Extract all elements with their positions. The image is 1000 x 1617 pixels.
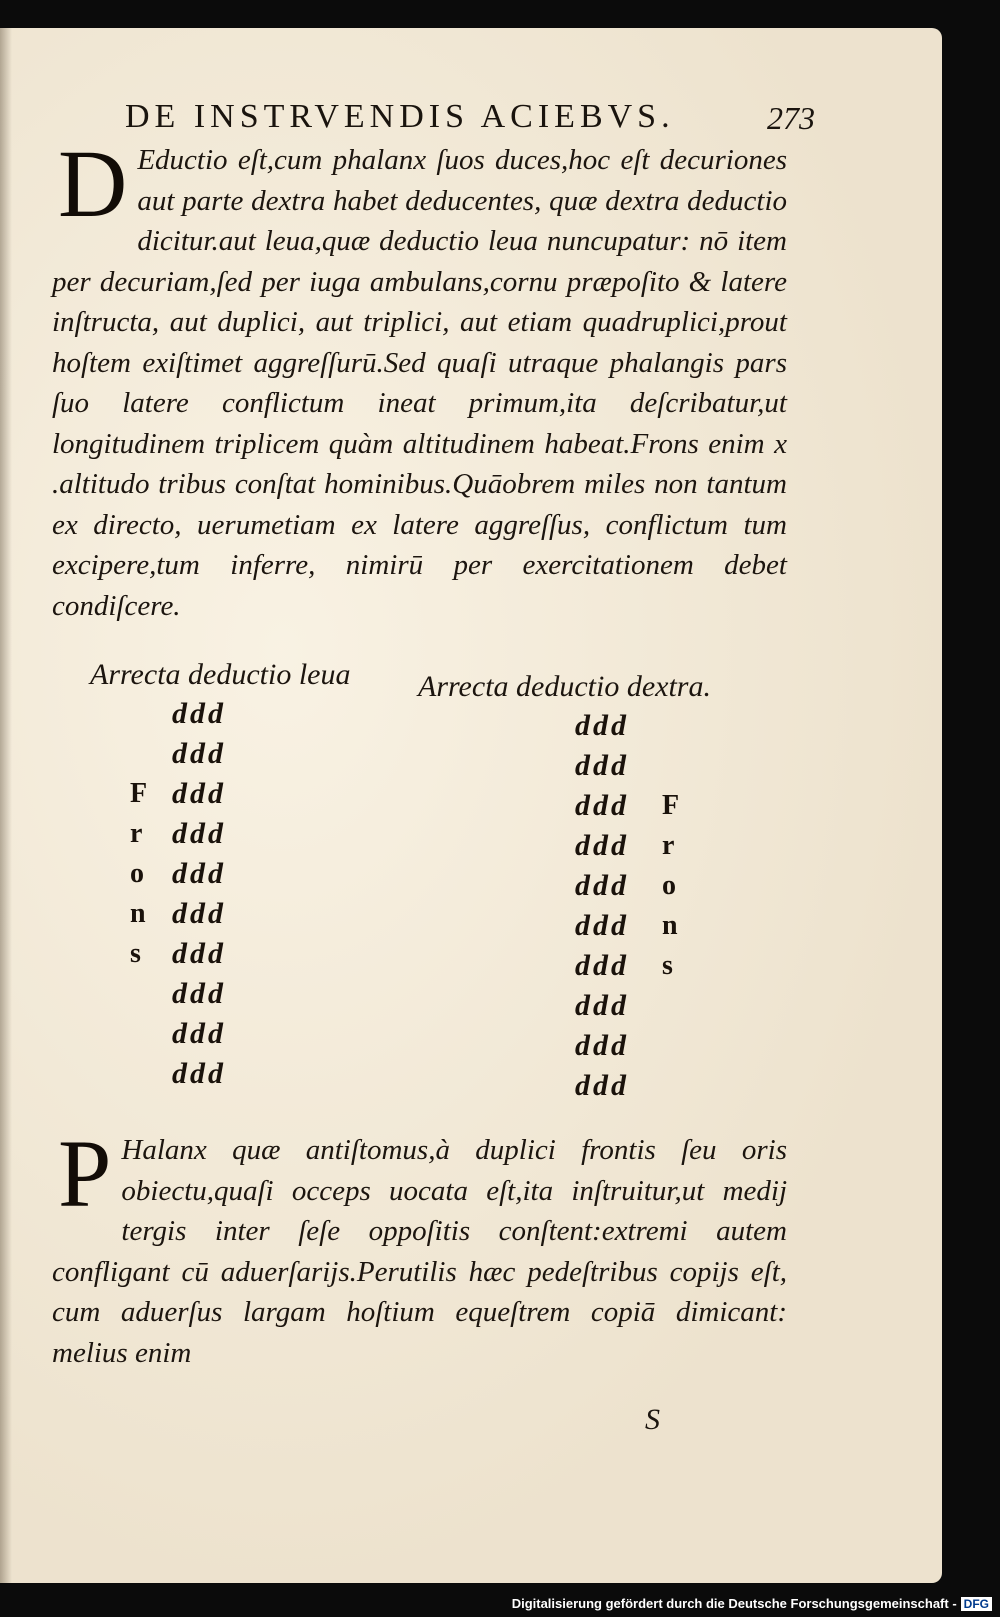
frons-label-left (130, 774, 147, 974)
running-title: DE INSTRVENDIS ACIEBVS. (125, 98, 675, 135)
formation-row: ddd (575, 989, 629, 1022)
frons-letter: F (662, 790, 680, 821)
frons-letter: F (130, 778, 148, 809)
diagram-right-title: Arrecta deductio dextra. (418, 670, 711, 703)
frons-letter: r (662, 830, 675, 861)
book-page (0, 28, 942, 1583)
dfg-logo: DFG (961, 1597, 992, 1611)
diagram-left-title: Arrecta deductio leua (90, 658, 351, 691)
frons-letter: r (130, 818, 143, 849)
formation-row: ddd (172, 1057, 226, 1090)
formation-row: ddd (575, 709, 629, 742)
formation-row: ddd (575, 909, 629, 942)
formation-row: ddd (172, 937, 226, 970)
formation-row: ddd (172, 817, 226, 850)
digitization-credit (512, 1596, 992, 1611)
formation-row: ddd (172, 777, 226, 810)
formation-right (575, 706, 629, 1106)
formation-row: ddd (575, 749, 629, 782)
formation-row: ddd (575, 1069, 629, 1102)
formation-row: ddd (575, 949, 629, 982)
formation-row: ddd (575, 1029, 629, 1062)
digitization-credit-text: Digitalisierung gefördert durch die Deutsche Forschungsgemeinschaft - (511, 1596, 957, 1611)
formation-row: ddd (172, 857, 226, 890)
formation-row: ddd (172, 977, 226, 1010)
frons-letter: o (662, 870, 676, 901)
frons-letter: n (662, 910, 678, 941)
paragraph-deductio (52, 130, 787, 626)
paragraph-deductio-text: Eductio eſt,cum phalanx ſuos duces,hoc eſt decuriones aut parte dextra habet deducentes, quæ dextra deductio dicitur.aut leua,quæ deductio leua nuncupatur: nō item per decuriam,ſed per iuga ambulans,cornu præpoſito & latere inſtructa, aut duplici, aut triplici, aut etiam quadruplici,prout hoſtem exiſtimet aggreſſurū.Sed quaſi utraque phalangis pars ſuo latere conflictum ineat primum,ita deſcribatur,ut longitudinem triplicem quàm altitudinem habeat.Frons enim x .altitudo tribus conſtat hominibus.Quāobrem miles non tantum ex directo, uerumetiam ex latere aggreſſus, conflictum tum excipere,tum inferre, nimirū per exercitationem debet condiſcere. (52, 144, 787, 622)
frons-letter: n (130, 898, 146, 929)
frons-letter: s (130, 938, 141, 969)
formation-row: ddd (172, 697, 226, 730)
formation-row: ddd (575, 789, 629, 822)
frons-label-right (662, 786, 679, 986)
frons-letter: s (662, 950, 673, 981)
drop-initial-d: D (58, 130, 128, 237)
frons-letter: o (130, 858, 144, 889)
paragraph-phalanx (52, 1120, 787, 1373)
formation-row: ddd (172, 897, 226, 930)
formation-row: ddd (172, 737, 226, 770)
formation-row: ddd (172, 1017, 226, 1050)
formation-row: ddd (575, 869, 629, 902)
formation-left (172, 694, 226, 1094)
formation-row: ddd (575, 829, 629, 862)
signature-mark: S (645, 1403, 660, 1436)
paragraph-phalanx-text: Halanx quæ antiſtomus,à duplici frontis ſeu oris obiectu,quaſi occeps uocata eſt,ita inſtruitur,ut medij tergis inter ſeſe oppoſitis conſtent:extremi autem confligant cū aduerſarijs.Perutilis hæc pedeſtribus copijs eſt, cum aduerſus largam hoſtium equeſtrem copiā dimicant: melius enim (52, 1134, 787, 1369)
page-number: 273 (767, 100, 815, 136)
drop-initial-p: P (58, 1120, 112, 1227)
